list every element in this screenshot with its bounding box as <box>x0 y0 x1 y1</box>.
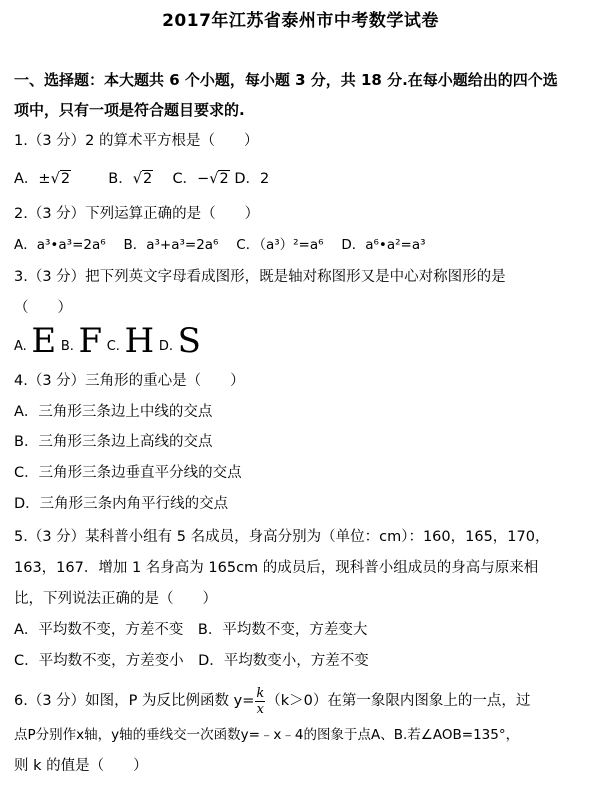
q6-stem-line3: 则 k 的值是（ ） <box>14 758 148 774</box>
q3-option-b-label: B. <box>60 339 74 354</box>
q3-option-d-letter: S <box>177 321 201 361</box>
q1-option-a: A．±√2 <box>14 171 71 187</box>
q1-option-b: B．√2 <box>108 171 153 187</box>
q4-option-c: C．三角形三条边垂直平分线的交点 <box>14 465 242 481</box>
q3-option-d-label: D. <box>158 339 173 354</box>
section-heading-line1: 一、选择题：本大题共 6 个小题，每小题 3 分，共 18 分.在每小题给出的四个选 <box>14 71 558 89</box>
q6-fraction: $\frac{k}{x}$ <box>256 685 265 717</box>
page-title: 2017年江苏省泰州市中考数学试卷 <box>162 11 439 31</box>
q5-options-ab: A．平均数不变，方差不变 B．平均数不变，方差变大 <box>14 622 368 638</box>
q1-option-c: C．−√2 <box>172 171 229 187</box>
q3-options <box>14 321 201 365</box>
q3-option-b-letter: F <box>78 321 103 361</box>
q1-stem: 1.（3 分）2 的算术平方根是（ ） <box>14 133 259 149</box>
q5-stem-line2: 163，167．增加 1 名身高为 165cm 的成员后，现科普小组成员的身高与原来相 <box>14 560 539 576</box>
section-heading-line2: 项中，只有一项是符合题目要求的. <box>14 101 245 119</box>
q4-option-b: B．三角形三条边上高线的交点 <box>14 434 213 450</box>
q3-stem: 3.（3 分）把下列英文字母看成图形，既是轴对称图形又是中心对称图形的是 <box>14 269 506 285</box>
q2-options: A．a³•a³=2a⁶ B．a³+a³=2a⁶ C．（a³）²=a⁶ D．a⁶•a²=a³ <box>14 237 426 253</box>
q3-option-c-label: C. <box>106 339 120 354</box>
q3-option-c-letter: H <box>124 321 155 361</box>
q4-option-a: A．三角形三条边上中线的交点 <box>14 404 213 420</box>
q6-stem-line1: 6.（3 分）如图，P 为反比例函数 y= $\frac{k}{x}$ （k＞0）在第一象限内图象上的一点，过 <box>14 685 531 717</box>
q1-option-d: D．2 <box>234 171 270 187</box>
q1-options <box>14 169 269 189</box>
q5-stem-line3: 比，下列说法正确的是（ ） <box>14 591 217 607</box>
q6-stem-line2: 点P分别作x轴，y轴的垂线交一次函数y=﹣x﹣4的图象于点A、B.若∠AOB=135°， <box>14 727 520 743</box>
q5-stem-line1: 5.（3 分）某科普小组有 5 名成员，身高分别为（单位：cm）：160，165，170， <box>14 529 550 545</box>
q3-option-a-label: A. <box>14 339 27 354</box>
q2-stem: 2.（3 分）下列运算正确的是（ ） <box>14 206 260 222</box>
q3-option-a-letter: E <box>31 321 57 361</box>
q5-options-cd: C．平均数不变，方差变小 D．平均数变小，方差不变 <box>14 653 369 669</box>
q4-stem: 4.（3 分）三角形的重心是（ ） <box>14 373 245 389</box>
q4-option-d: D．三角形三条内角平行线的交点 <box>14 496 229 512</box>
q3-stem-paren: （ ） <box>14 300 72 316</box>
